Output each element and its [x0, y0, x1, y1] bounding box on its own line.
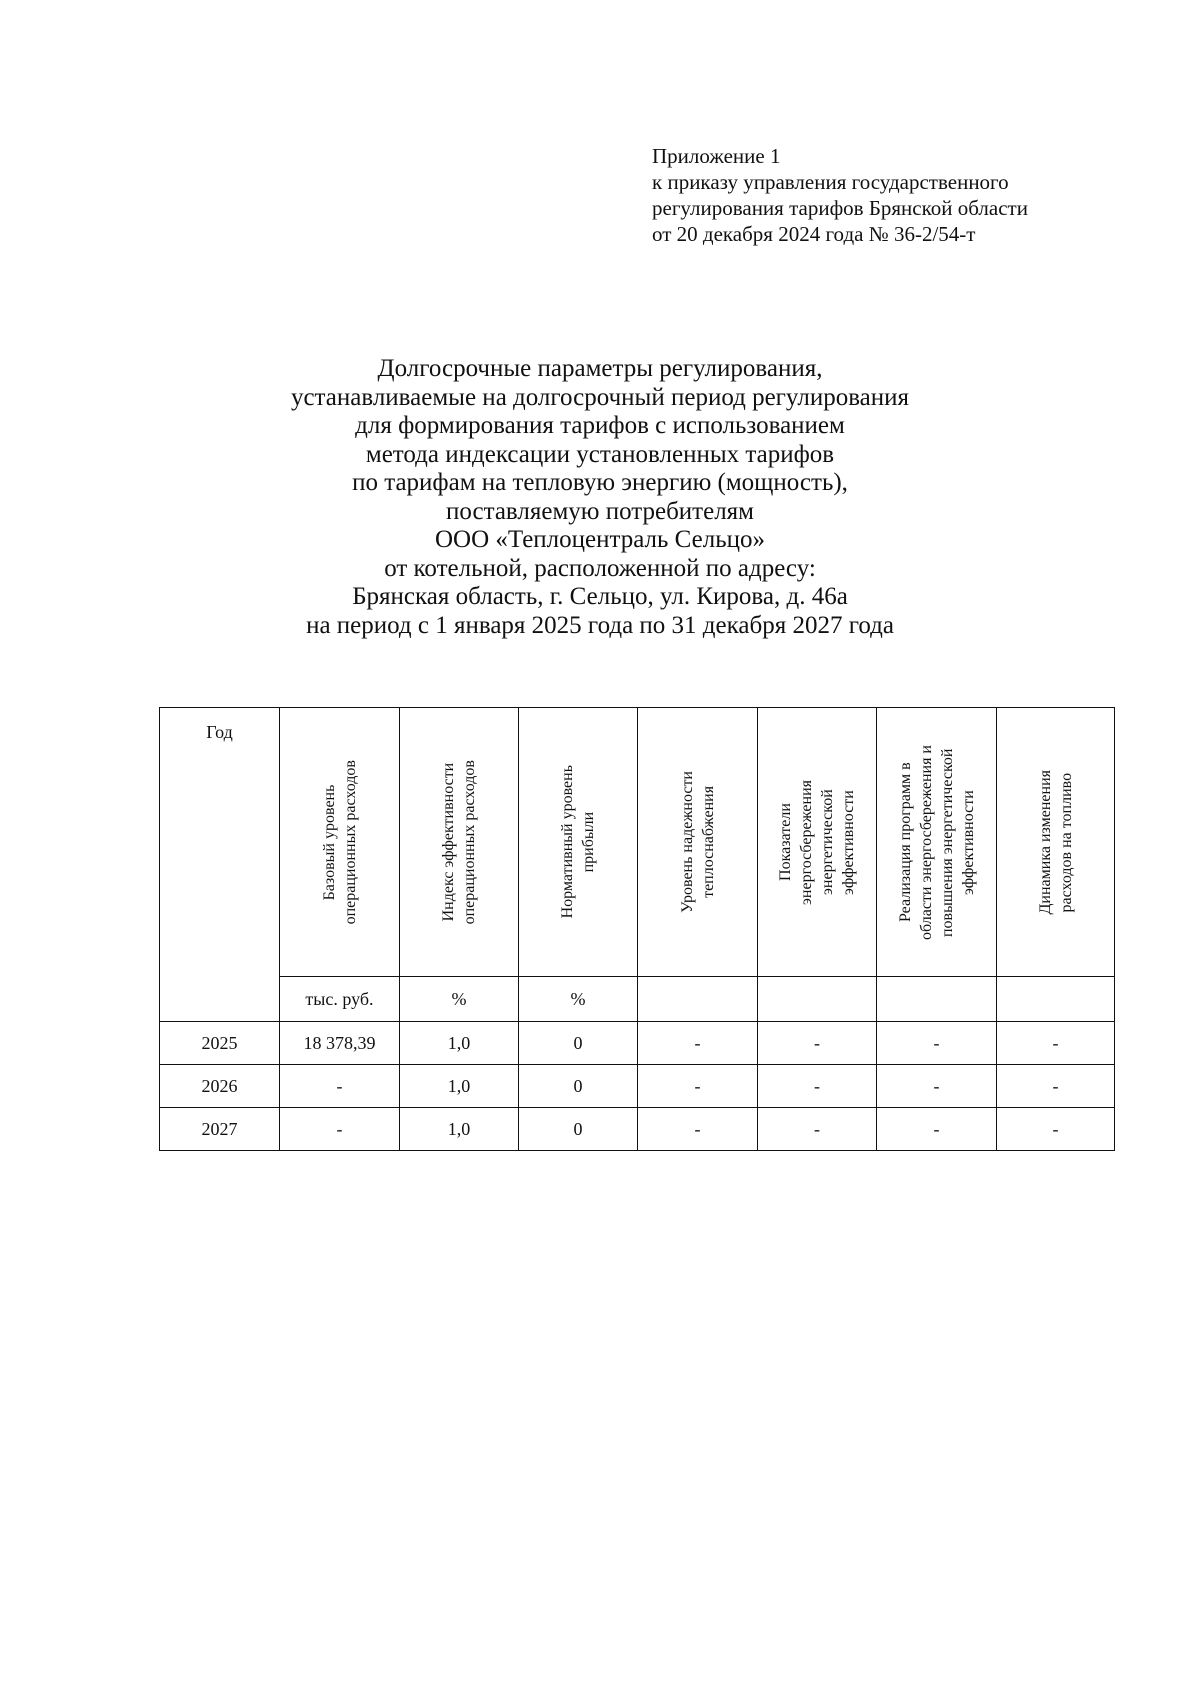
title-line: по тарифам на тепловую энергию (мощность),	[352, 469, 848, 496]
unit-cell: %	[400, 977, 519, 1022]
year-cell: 2025	[160, 1022, 280, 1065]
unit-cell: тыс. руб.	[280, 977, 400, 1022]
header-energy-saving-indicators	[758, 708, 877, 977]
value-cell: 1,0	[400, 1022, 519, 1065]
header-text: операционных расходов	[461, 759, 478, 925]
title-line: Брянская область, г. Сельцо, ул. Кирова, д. 46а	[352, 583, 848, 610]
value-cell: -	[638, 1022, 758, 1065]
header-text: Реализация программ в	[896, 762, 914, 922]
appendix-line: Приложение 1	[652, 144, 781, 168]
value-cell: -	[638, 1108, 758, 1151]
unit-cell	[877, 977, 997, 1022]
header-text: эффективности	[959, 789, 977, 895]
header-text: операционных расходов	[341, 759, 359, 925]
value-cell: -	[280, 1108, 400, 1151]
header-text: Уровень надежности	[678, 771, 696, 913]
year-cell: 2027	[160, 1108, 280, 1151]
title-line: ООО «Теплоцентраль Сельцо»	[434, 526, 766, 553]
header-text: расходов на топливо	[1057, 772, 1075, 912]
header-efficiency-index	[400, 708, 519, 977]
value-cell: 0	[519, 1022, 638, 1065]
header-text: области энергосбережения и	[917, 744, 935, 940]
title-line: метода индексации установленных тарифов	[365, 440, 835, 468]
unit-cell	[758, 977, 877, 1022]
appendix-reference	[652, 143, 1122, 247]
unit-cell	[997, 977, 1115, 1022]
header-reliability	[638, 708, 758, 977]
value-cell: -	[758, 1108, 877, 1151]
header-text: энергосбережения	[798, 779, 815, 905]
header-text: повышения энергетической	[938, 747, 956, 937]
units-row	[160, 977, 1115, 1022]
value-cell: -	[997, 1022, 1115, 1065]
parameters-table	[159, 707, 1115, 1151]
value-cell: 1,0	[400, 1108, 519, 1151]
value-cell: -	[877, 1108, 997, 1151]
title-line: Долгосрочные параметры регулирования,	[377, 355, 823, 382]
value-cell: 18 378,39	[280, 1022, 400, 1065]
header-energy-programs	[877, 708, 997, 977]
title-line: устанавливаемые на долгосрочный период регулирования	[290, 383, 910, 411]
header-text: Нормативный уровень	[559, 765, 576, 919]
header-text: энергетической	[819, 789, 836, 895]
title-line: поставляемую потребителям	[445, 497, 754, 525]
unit-cell: %	[519, 977, 638, 1022]
value-cell: -	[280, 1065, 400, 1108]
title-line: на период с 1 января 2025 года по 31 декабря 2027 года	[306, 611, 894, 639]
header-base-opex	[280, 708, 400, 977]
value-cell: -	[997, 1065, 1115, 1108]
value-cell: -	[997, 1108, 1115, 1151]
value-cell: -	[877, 1022, 997, 1065]
table-row	[160, 1065, 1115, 1108]
document-title	[200, 355, 1000, 640]
appendix-line: от 20 декабря 2024 года № 36-2/54-т	[652, 222, 976, 246]
header-text: Базовый уровень	[320, 784, 338, 900]
header-text: Показатели	[777, 803, 794, 881]
table-row	[160, 1022, 1115, 1065]
appendix-line: к приказу управления государственного	[652, 170, 1009, 194]
table-row	[160, 1108, 1115, 1151]
value-cell: -	[877, 1065, 997, 1108]
unit-cell	[638, 977, 758, 1022]
value-cell: 0	[519, 1065, 638, 1108]
appendix-line: регулирования тарифов Брянской области	[652, 196, 1028, 220]
header-text: прибыли	[580, 811, 597, 873]
title-line: для формирования тарифов с использованием	[355, 412, 845, 439]
title-line: от котельной, расположенной по адресу:	[384, 554, 816, 582]
header-fuel-dynamics	[997, 708, 1115, 977]
value-cell: -	[758, 1065, 877, 1108]
header-year: Год	[160, 708, 280, 1022]
value-cell: -	[638, 1065, 758, 1108]
header-profit-level	[519, 708, 638, 977]
header-row	[160, 708, 1115, 977]
year-cell: 2026	[160, 1065, 280, 1108]
header-text: теплоснабжения	[699, 786, 717, 898]
header-text: эффективности	[840, 789, 857, 895]
value-cell: 0	[519, 1108, 638, 1151]
value-cell: -	[758, 1022, 877, 1065]
header-text: Индекс эффективности	[440, 762, 457, 922]
value-cell: 1,0	[400, 1065, 519, 1108]
header-text: Динамика изменения	[1036, 769, 1054, 915]
